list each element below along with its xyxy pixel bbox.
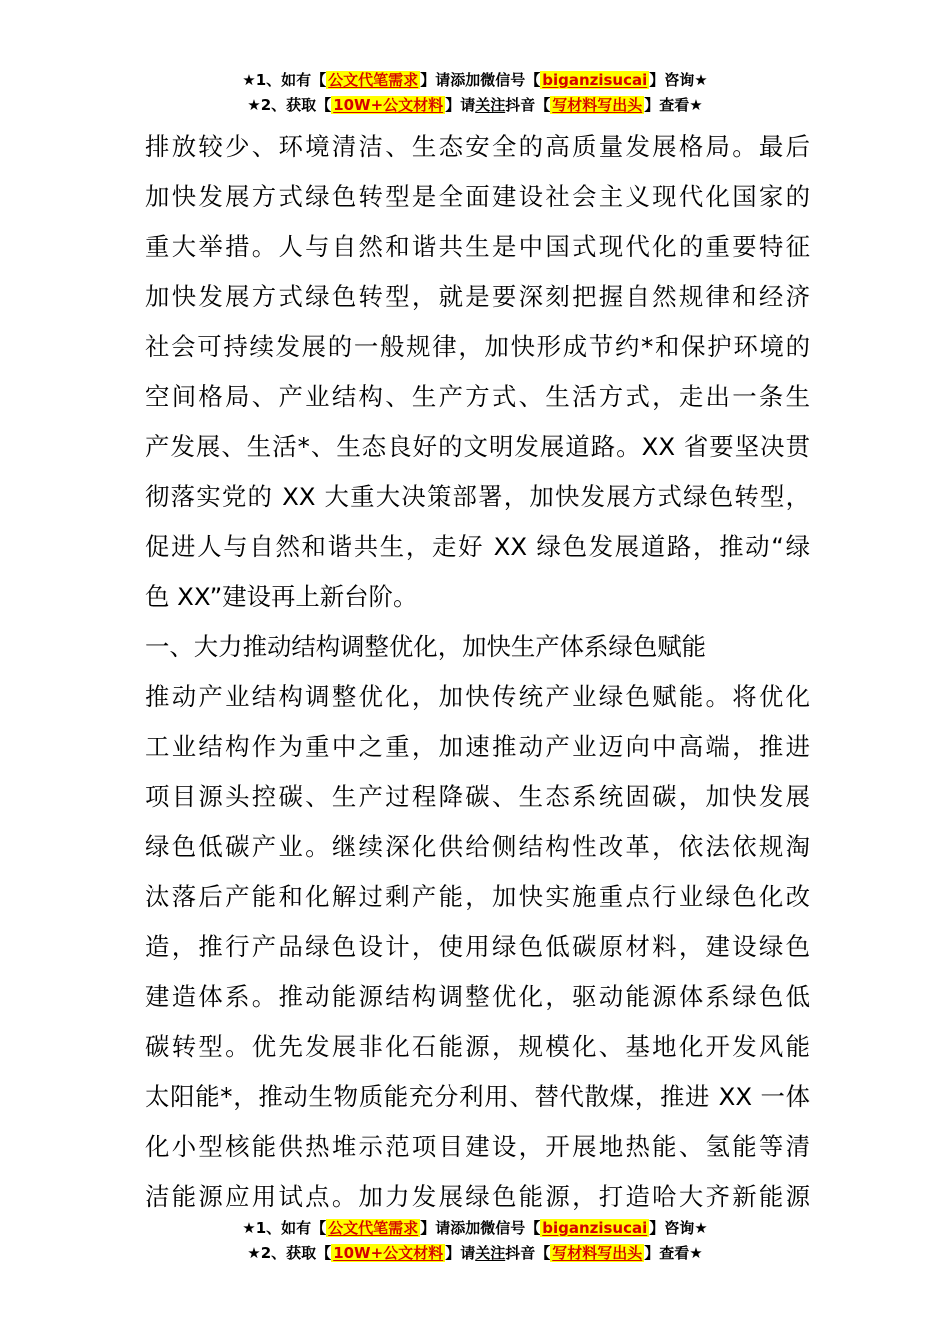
banner-text: ★1、如有【: [242, 71, 327, 89]
body-line: 排放较少、环境清洁、生态安全的高质量发展格局。最后: [145, 132, 810, 161]
wechat-id-highlight: biganzisucai: [542, 1219, 648, 1237]
banner-text: ★1、如有【: [242, 1219, 327, 1237]
body-line: 碳转型。优先发展非化石能源，规模化、基地化开发风能: [145, 1032, 810, 1061]
banner-highlight: 10W+公文材料: [333, 96, 444, 114]
section-heading: 一、大力推动结构调整优化，加快生产体系绿色赋能: [145, 632, 706, 661]
banner-text: 抖音【: [505, 1244, 551, 1262]
body-line: 项目源头控碳、生产过程降碳、生态系统固碳，加快发展: [145, 782, 810, 811]
body-line: 加快发展方式绿色转型，就是要深刻把握自然规律和经济: [145, 282, 810, 311]
banner-line-1: [0, 68, 950, 93]
banner-highlight: 公文代笔需求: [328, 71, 419, 89]
banner-text: ★2、获取【: [247, 1244, 332, 1262]
body-line: 促进人与自然和谐共生，走好 XX 绿色发展道路，推动“绿: [145, 532, 810, 561]
body-line: 推动产业结构调整优化，加快传统产业绿色赋能。将优化: [145, 682, 810, 711]
body-line: 色 XX”建设再上新台阶。: [145, 582, 418, 611]
body-line: 重大举措。人与自然和谐共生是中国式现代化的重要特征: [145, 232, 810, 261]
body-line: 彻落实党的 XX 大重大决策部署，加快发展方式绿色转型，: [145, 482, 810, 511]
body-line: 太阳能*，推动生物质能充分利用、替代散煤，推进 XX 一体: [145, 1082, 810, 1111]
banner-text: 】咨询★: [649, 1219, 708, 1237]
header-banner: [0, 68, 950, 118]
banner-text: 】请添加微信号【: [420, 71, 541, 89]
body-line: 社会可持续发展的一般规律，加快形成节约*和保护环境的: [145, 332, 810, 361]
banner-text: 】请添加微信号【: [420, 1219, 541, 1237]
banner-text: 】查看★: [644, 1244, 703, 1262]
banner-text: ★2、获取【: [247, 96, 332, 114]
body-line: 加快发展方式绿色转型是全面建设社会主义现代化国家的: [145, 182, 810, 211]
banner-underlined-text: 关注: [475, 1244, 506, 1262]
body-line: 汰落后产能和化解过剩产能，加快实施重点行业绿色化改: [145, 882, 810, 911]
body-line: 化小型核能供热堆示范项目建设，开展地热能、氢能等清: [145, 1132, 810, 1161]
wechat-id-highlight: biganzisucai: [542, 71, 648, 89]
banner-text: 】请: [445, 96, 476, 114]
body-line: 建造体系。推动能源结构调整优化，驱动能源体系绿色低: [145, 982, 810, 1011]
banner-line-2: [0, 93, 950, 118]
body-line: 造，推行产品绿色设计，使用绿色低碳原材料，建设绿色: [145, 932, 810, 961]
banner-highlight: 10W+公文材料: [333, 1244, 444, 1262]
document-body: [145, 122, 810, 1222]
footer-banner: [0, 1216, 950, 1266]
douyin-id-highlight: 写材料写出头: [552, 1244, 643, 1262]
body-line: 空间格局、产业结构、生产方式、生活方式，走出一条生: [145, 382, 810, 411]
douyin-id-highlight: 写材料写出头: [552, 96, 643, 114]
body-line: 洁能源应用试点。加力发展绿色能源，打造哈大齐新能源: [145, 1182, 810, 1211]
banner-text: 】请: [445, 1244, 476, 1262]
banner-underlined-text: 关注: [475, 96, 506, 114]
banner-line-1: [0, 1216, 950, 1241]
banner-text: 抖音【: [505, 96, 551, 114]
body-line: 产发展、生活*、生态良好的文明发展道路。XX 省要坚决贯: [145, 432, 810, 461]
body-line: 工业结构作为重中之重，加速推动产业迈向中高端，推进: [145, 732, 810, 761]
banner-line-2: [0, 1241, 950, 1266]
banner-text: 】咨询★: [649, 71, 708, 89]
banner-highlight: 公文代笔需求: [328, 1219, 419, 1237]
body-line: 绿色低碳产业。继续深化供给侧结构性改革，依法依规淘: [145, 832, 810, 861]
banner-text: 】查看★: [644, 96, 703, 114]
